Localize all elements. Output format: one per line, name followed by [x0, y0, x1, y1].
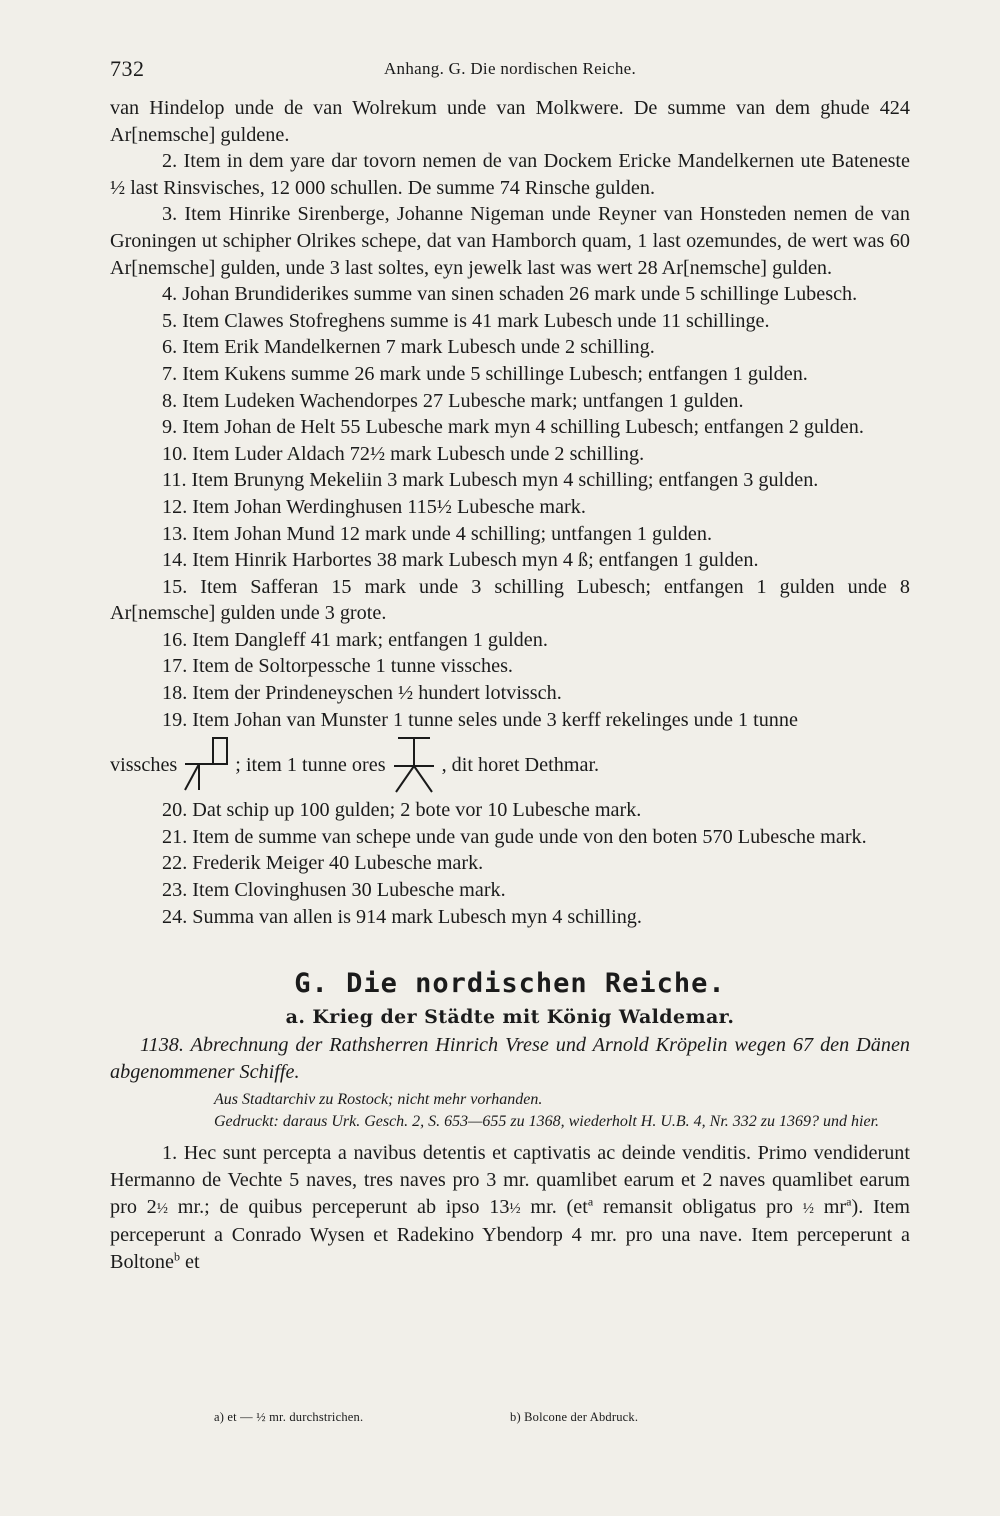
- latin-paragraph: [110, 1140, 910, 1275]
- running-header: [110, 56, 910, 86]
- page-body: [110, 95, 910, 1275]
- text-fragment: 1. Hec sunt percepta a navibus detentis et captivatis ac deinde venditis. Primo vendiderunt Hermanno de Vechte 5 naves, tres naves pro 3 mr. quamlibet earum et 2 naves quamlibet earum pro 2: [110, 1142, 910, 1218]
- text-fragment: remansit obligatus pro: [593, 1195, 803, 1218]
- footnote-a: a) et — ½ mr. durchstrichen.: [214, 1410, 364, 1424]
- list-item: 13. Item Johan Mund 12 mark unde 4 schilling; untfangen 1 gulden.: [162, 522, 713, 545]
- list-item: 6. Item Erik Mandelkernen 7 mark Lubesch unde 2 schilling.: [162, 336, 655, 359]
- document-number: 1138.: [140, 1034, 184, 1057]
- list-item: 11. Item Brunyng Mekeliin 3 mark Lubesch myn 4 schilling; entfangen 3 gulden.: [162, 469, 819, 492]
- text-fragment: et: [179, 1250, 200, 1273]
- list-item: 8. Item Ludeken Wachendorpes 27 Lubesche mark; untfangen 1 gulden.: [162, 389, 744, 412]
- text-fragment: vissches: [110, 753, 178, 776]
- list-item: 24. Summa van allen is 914 mark Lubesch myn 4 schilling.: [162, 905, 642, 928]
- list-item: 19. Item Johan van Munster 1 tunne seles unde 3 kerff rekelinges unde 1 tunne: [162, 708, 798, 731]
- source-notes: [110, 1089, 910, 1132]
- list-item: 23. Item Clovinghusen 30 Lubesche mark.: [162, 879, 506, 902]
- source-printed: Gedruckt: daraus Urk. Gesch. 2, S. 653—655 zu 1368, wiederholt H. U.B. 4, Nr. 332 zu 1369? und hier.: [214, 1112, 880, 1130]
- house-mark-icon: [390, 736, 438, 794]
- text-line: van Hindelop unde de van Wolrekum unde van Molkwere. De summe van dem ghude 424 Ar[nemsche] guldene.: [110, 97, 910, 146]
- fraction: ½: [156, 1200, 169, 1217]
- list-item: 4. Johan Brundiderikes summe van sinen schaden 26 mark unde 5 schillinge Lubesch.: [162, 283, 858, 306]
- text-fragment: mr: [813, 1195, 847, 1218]
- house-mark-icon: [181, 736, 231, 794]
- list-item: 3. Item Hinrike Sirenberge, Johanne Nigeman unde Reyner van Honsteden nemen de van Groningen ut schipher Olrikes schepe, dat van Hamborch quam, 1 last ozemundes, de wert was 60 Ar[nemsche] gulden, unde 3 last soltes, eyn jewelk last was wert 28 Ar[nemsche] gulden.: [110, 203, 910, 279]
- list-item: 15. Item Safferan 15 mark unde 3 schilling Lubesch; entfangen 1 gulden unde 8 Ar[nemsche] gulden unde 3 grote.: [110, 575, 910, 625]
- fraction: ½: [509, 1200, 521, 1217]
- list-item: 18. Item der Prindeneyschen ½ hundert lotvissch.: [162, 682, 562, 705]
- list-item: 16. Item Dangleff 41 mark; entfangen 1 gulden.: [162, 628, 548, 651]
- running-title: Anhang. G. Die nordischen Reiche.: [383, 59, 637, 78]
- text-fragment: , dit horet Dethmar.: [441, 753, 600, 776]
- house-mark-line: [110, 734, 910, 796]
- text-fragment: ). Item perceperunt a Conrado Wysen et Radekino Ybendorp 4 mr. pro una nave. Item perceperunt a Boltone: [110, 1195, 910, 1273]
- footnote-marker: a: [587, 1193, 594, 1208]
- text-fragment: mr. (et: [520, 1195, 588, 1218]
- text-fragment: mr.; de quibus perceperunt ab ipso 13: [168, 1195, 510, 1218]
- list-item: 20. Dat schip up 100 gulden; 2 bote vor 10 Lubesche mark.: [162, 799, 642, 822]
- page-number: 732: [110, 56, 145, 81]
- spacer: [110, 930, 910, 960]
- footnote-b: b) Bolcone der Abdruck.: [510, 1410, 639, 1424]
- list-item: 21. Item de summe van schepe unde van gude unde von den boten 570 Lubesche mark.: [162, 825, 867, 848]
- source-archive: Aus Stadtarchiv zu Rostock; nicht mehr vorhanden.: [214, 1091, 543, 1109]
- list-item: 12. Item Johan Werdinghusen 115½ Lubesche mark.: [162, 495, 586, 518]
- list-item: 7. Item Kukens summe 26 mark unde 5 schillinge Lubesch; entfangen 1 gulden.: [162, 362, 808, 385]
- list-item: 10. Item Luder Aldach 72½ mark Lubesch unde 2 schilling.: [162, 442, 645, 465]
- list-item: 14. Item Hinrik Harbortes 38 mark Lubesch myn 4 ß; entfangen 1 gulden.: [162, 549, 759, 572]
- footnote-marker: b: [173, 1249, 180, 1264]
- list-item: 5. Item Clawes Stofreghens summe is 41 mark Lubesch unde 11 schillinge.: [162, 309, 770, 332]
- section-title: G. Die nordischen Reiche.: [294, 968, 726, 1000]
- list-item: 17. Item de Soltorpessche 1 tunne vissches.: [162, 655, 513, 678]
- list-item: 9. Item Johan de Helt 55 Lubesche mark myn 4 schilling Lubesch; entfangen 2 gulden.: [162, 416, 864, 439]
- fraction: ½: [802, 1200, 814, 1217]
- document-heading: [110, 1032, 910, 1085]
- footnote-marker: a: [846, 1193, 852, 1208]
- section-subtitle: a. Krieg der Städte mit König Waldemar.: [285, 1006, 735, 1029]
- list-item: 2. Item in dem yare dar tovorn nemen de van Dockem Ericke Mandelkernen ute Bateneste ½ last Rinsvisches, 12 000 schullen. De summe 74 Rinsche gulden.: [110, 150, 910, 199]
- list-item: 22. Frederik Meiger 40 Lubesche mark.: [162, 852, 484, 875]
- document-title: Abrechnung der Rathsherren Hinrich Vrese und Arnold Kröpelin wegen 67 den Dänen abgenommener Schiffe.: [110, 1034, 911, 1083]
- text-fragment: ; item 1 tunne ores: [235, 753, 386, 776]
